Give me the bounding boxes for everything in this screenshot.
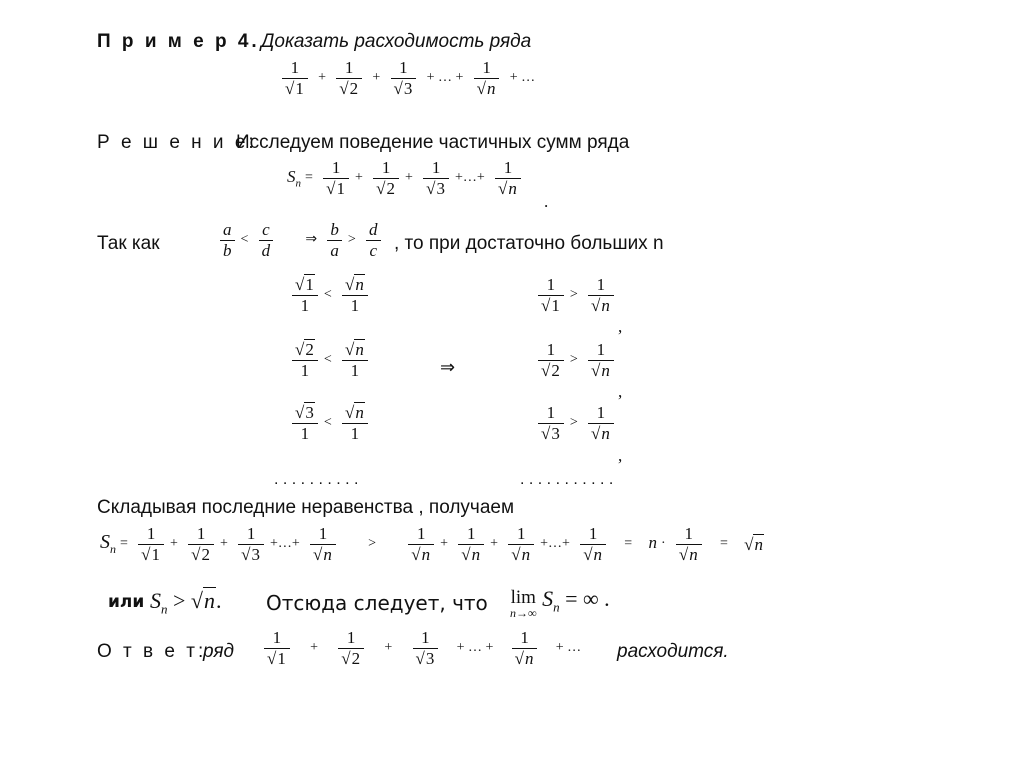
solution-label: Р е ш е н и е:: [97, 132, 257, 153]
inequality-right-1: $\frac{1}{√1}$ > $\frac{1}{√n}$: [536, 275, 616, 315]
inequality-left-3: $\frac{√3}{1}$ < $\frac{√n}{1}$: [290, 403, 370, 443]
limit-formula: lim n→∞ $S_n$ = ∞ .: [510, 586, 610, 620]
inequality-left-1: $\frac{√1}{1}$ < $\frac{√n}{1}$: [290, 275, 370, 315]
inequality-sn-sqrt-n: $S_n > √n$.: [150, 588, 222, 617]
answer-label: О т в е т:: [97, 641, 207, 662]
example-task: Доказать расходимость ряда: [261, 31, 532, 52]
dots-right: . . . . . . . . . . .: [520, 471, 614, 488]
answer-word: ряд: [203, 641, 235, 662]
solution-text: Исследуем поведение частичных сумм ряда: [236, 132, 630, 153]
answer-series-formula: $\frac{1}{√1}$ + $\frac{1}{√2}$ + $\frac{1}{√3}$ + … + $\frac{1}{√n}$ + …: [262, 628, 593, 668]
conclusion-or: или: [108, 592, 145, 612]
period-mark: .: [544, 192, 549, 211]
since-text: Так как: [97, 233, 160, 254]
since-tail: , то при достаточно больших n: [394, 233, 664, 254]
conclusion-hence: Отсюда следует, что: [266, 591, 488, 615]
series-formula: $\frac{1}{√1}$ + $\frac{1}{√2}$ + $\frac{1}{√3}$ + … + $\frac{1}{√n}$ + …: [280, 58, 539, 98]
fraction-rule-formula: $\frac{a}{b}$ < $\frac{c}{d}$ ⇒ $\frac{b}{a}$ > $\frac{d}{c}$: [218, 220, 383, 260]
inequality-left-2: $\frac{√2}{1}$ < $\frac{√n}{1}$: [290, 340, 370, 380]
partial-sum-formula: $S_n$ = $\frac{1}{√1}$ + $\frac{1}{√2}$ + $\frac{1}{√3}$ +…+ $\frac{1}{√n}$: [287, 158, 523, 198]
inequality-right-3: $\frac{1}{√3}$ > $\frac{1}{√n}$: [536, 403, 616, 443]
dots-left: . . . . . . . . . .: [274, 471, 359, 488]
comma-mark: ,: [618, 382, 623, 401]
comma-mark: ,: [618, 317, 623, 336]
implies-arrow: ⇒: [440, 357, 456, 377]
adding-text: Складывая последние неравенства , получаем: [97, 497, 515, 518]
comma-mark: ,: [618, 446, 623, 465]
answer-result: расходится.: [617, 641, 729, 662]
sum-comparison-formula: $S_n$ = $\frac{1}{√1}$ + $\frac{1}{√2}$ + $\frac{1}{√3}$ +…+ $\frac{1}{√n}$ > $\frac{1}{√n}$ + $\frac{1}{√n}$ + $\frac{1}{√n}$ +…+ $\frac{1}{√n}$ = n · $\frac{1}{√n}$ = √n: [100, 524, 763, 564]
inequality-right-2: $\frac{1}{√2}$ > $\frac{1}{√n}$: [536, 340, 616, 380]
example-label: П р и м е р 4.: [97, 31, 260, 52]
